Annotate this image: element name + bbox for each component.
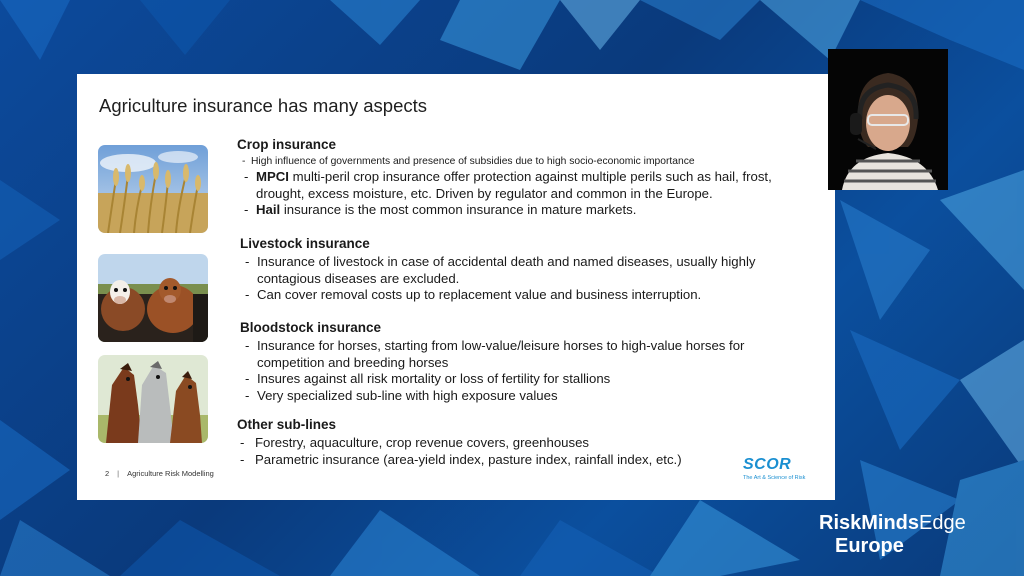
footer-title: Agriculture Risk Modelling <box>127 469 214 478</box>
scor-logo <box>743 456 815 482</box>
event-brand <box>819 512 966 558</box>
page-number: 2 <box>105 469 110 478</box>
logo-wordmark: SCOR <box>743 456 792 473</box>
speaker-video-icon <box>828 49 948 190</box>
section-crop-insurance <box>237 137 812 219</box>
list-item: - Parametric insurance (area-yield index, pasture index, rainfall index, etc.) <box>237 452 812 469</box>
list-item: - Insurance for horses, starting from low-value/leisure horses to high-value horses for competition and breeding horses <box>240 338 815 371</box>
list-item: - High influence of governments and presence of subsidies due to high socio-economic importance <box>237 155 812 169</box>
list-item: - Very specialized sub-line with high exposure values <box>240 388 815 405</box>
brand-europe: Europe <box>835 535 904 557</box>
speaker-webcam-video <box>828 49 948 190</box>
footer-separator: | <box>117 469 120 478</box>
list-item: - Can cover removal costs up to replacement value and business interruption. <box>240 287 815 304</box>
slide-title: Agriculture insurance has many aspects <box>99 95 428 116</box>
section-heading: Other sub-lines <box>237 417 337 432</box>
section-livestock-insurance <box>240 236 815 304</box>
list-item: - Insurance of livestock in case of accidental death and named diseases, usually highly contagious diseases are excluded. <box>240 254 815 287</box>
section-heading: Bloodstock insurance <box>240 320 382 335</box>
slide-footer <box>105 469 214 478</box>
list-item: - Insures against all risk mortality or loss of fertility for stallions <box>240 371 815 388</box>
wheat-field-photo <box>98 145 208 233</box>
horses-photo <box>98 355 208 443</box>
presentation-slide <box>77 74 835 500</box>
section-bloodstock-insurance <box>240 320 815 404</box>
brand-riskminds: RiskMinds <box>819 512 920 534</box>
logo-tagline: The Art & Science of Risk <box>743 475 806 481</box>
brand-edge: Edge <box>919 512 966 534</box>
list-item: - Forestry, aquaculture, crop revenue covers, greenhouses <box>237 435 812 452</box>
section-heading: Livestock insurance <box>240 236 370 251</box>
section-other-sub-lines <box>237 417 812 468</box>
list-item: - Hail insurance is the most common insurance in mature markets. <box>237 202 812 219</box>
cattle-photo <box>98 254 208 342</box>
section-heading: Crop insurance <box>237 137 337 152</box>
list-item: - MPCI multi-peril crop insurance offer protection against multiple perils such as hail, frost, drought, excess moisture, etc. Driven by regulator and common in the Europe. <box>237 169 812 202</box>
